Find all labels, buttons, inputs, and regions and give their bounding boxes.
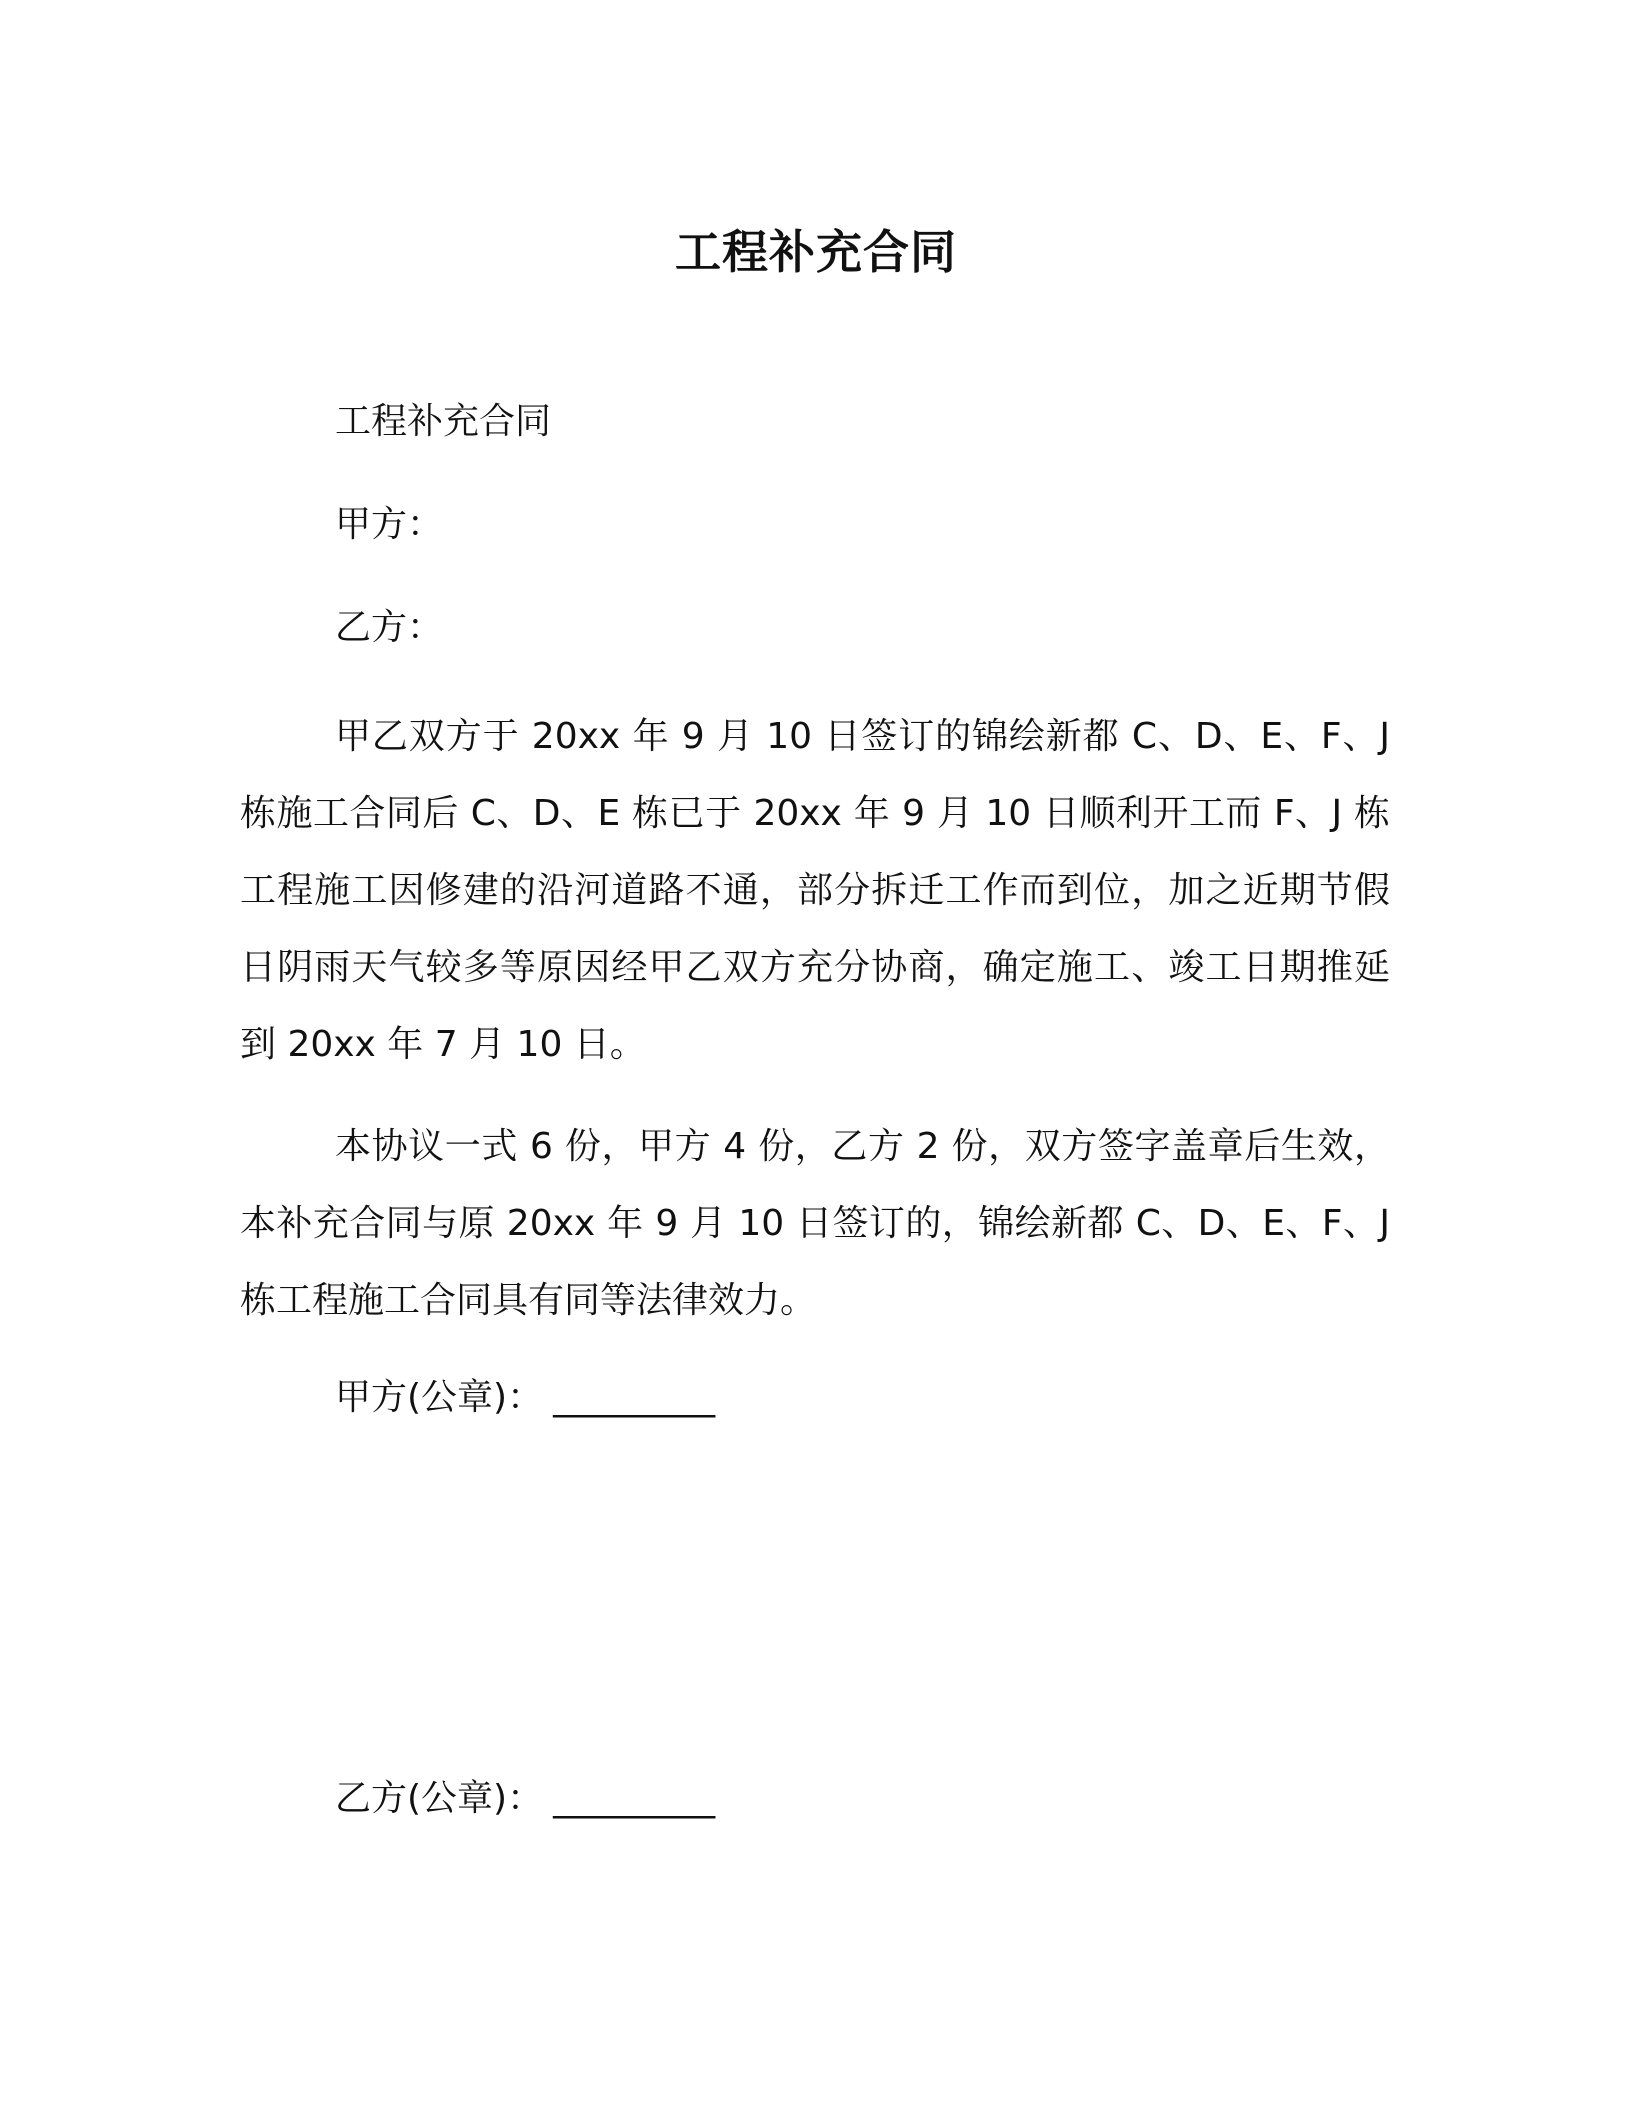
signature-party-b (335, 1774, 715, 1824)
signature-party-b-blank: _________ (553, 1778, 716, 1819)
document-subtitle: 工程补充合同 (335, 401, 552, 442)
signature-party-b-label: 乙方(公章)： (335, 1778, 544, 1819)
signature-party-a-blank: _________ (553, 1377, 716, 1418)
signature-party-a-label: 甲方(公章)： (335, 1377, 544, 1418)
party-a-label: 甲方： (335, 504, 444, 545)
signature-party-a (335, 1373, 715, 1423)
paragraph-extension: 甲乙双方于 20xx 年 9 月 10 日签订的锦绘新都 C、D、E、F、J 栋施工合同后 C、D、E 栋已于 20xx 年 9 月 10 日顺利开工而 F、J 栋工程施工因修建的沿河道路不通，部分拆迁工作而到位，加之近期节假日阴雨天气较多等原因经甲乙双方充分协商，确定施工、竣工日期推延到 20xx 年 7 月 10 日。 (240, 716, 1390, 1065)
paragraph-copies: 本协议一式 6 份，甲方 4 份，乙方 2 份，双方签字盖章后生效，本补充合同与原 20xx 年 9 月 10 日签订的，锦绘新都 C、D、E、F、J 栋工程施工合同具有同等法律效力。 (240, 1126, 1390, 1321)
document-title: 工程补充合同 (675, 225, 957, 279)
party-b-label: 乙方： (335, 607, 444, 648)
